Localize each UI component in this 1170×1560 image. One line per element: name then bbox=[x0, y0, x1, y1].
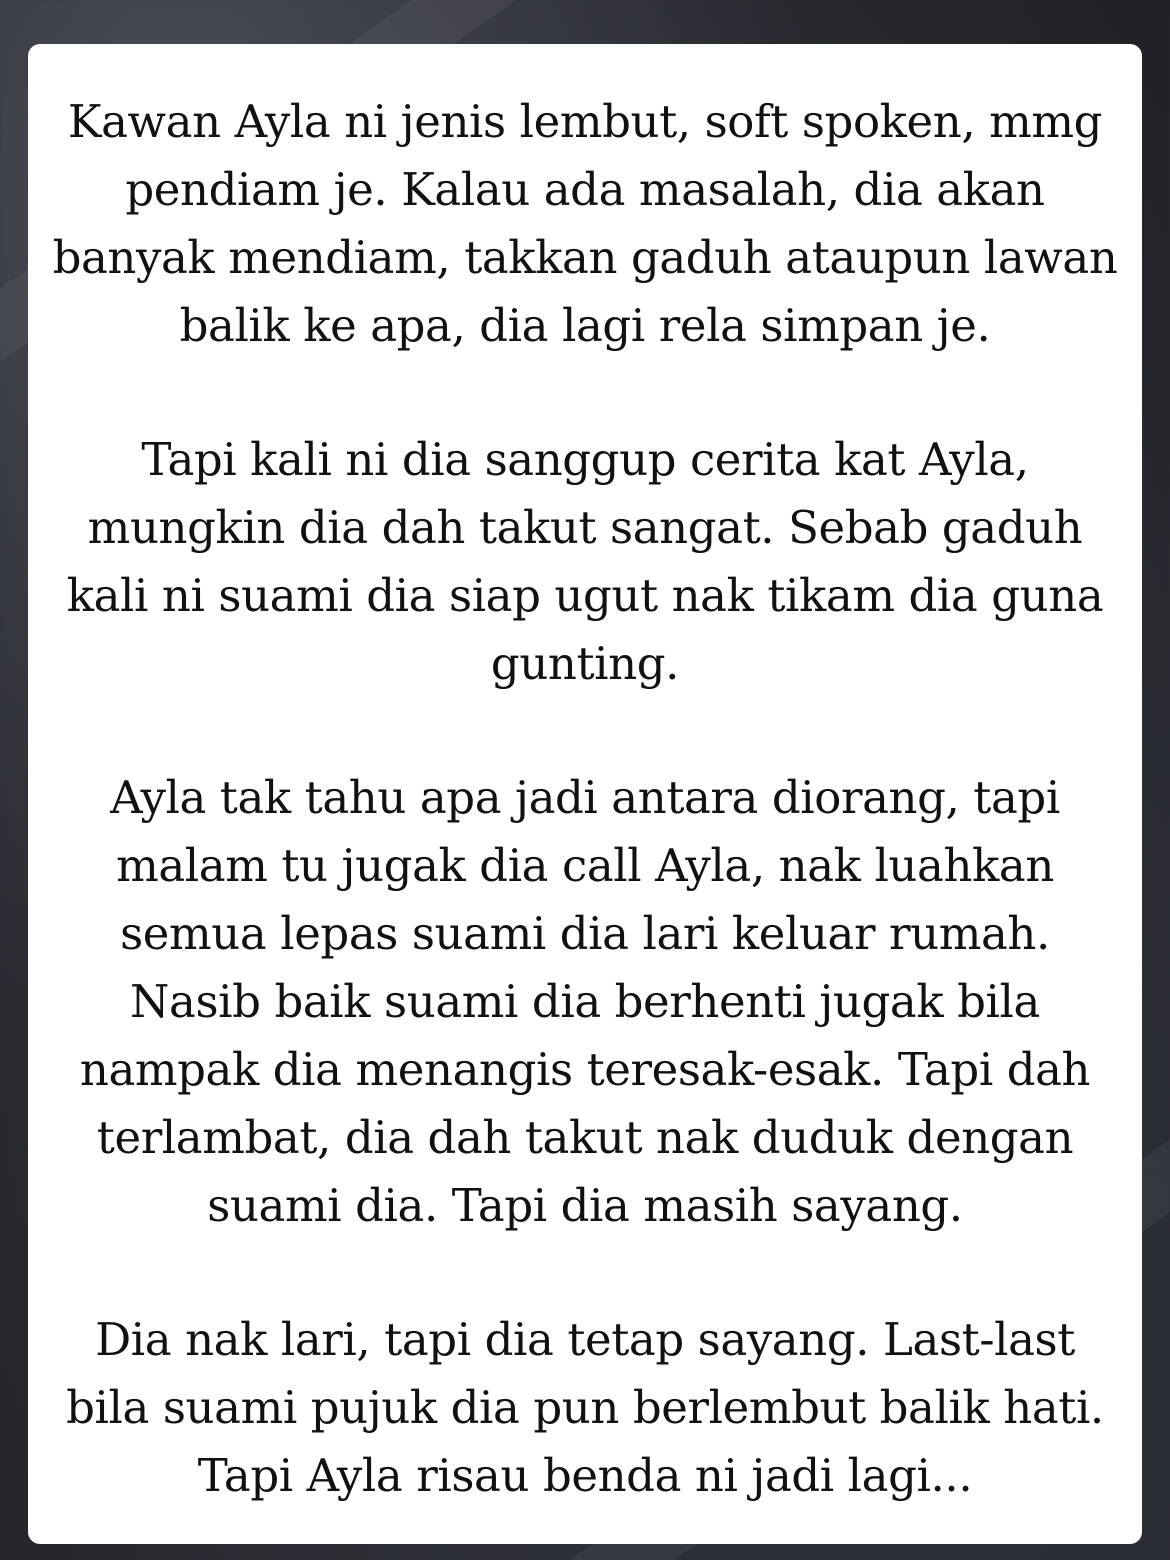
story-paragraph-3: Ayla tak tahu apa jadi antara diorang, tapi malam tu jugak dia call Ayla, nak luahkan semua lepas suami dia lari keluar rumah. Nasib baik suami dia berhenti jugak bila nampak dia menangis teresak-esak. Tapi dah terlambat, dia dah takut nak duduk dengan suami dia. Tapi dia masih sayang. bbox=[79, 771, 1091, 1232]
story-paragraph-1: Kawan Ayla ni jenis lembut, soft spoken, mmg pendiam je. Kalau ada masalah, dia akan banyak mendiam, takkan gaduh ataupun lawan balik ke apa, dia lagi rela simpan je. bbox=[52, 95, 1118, 352]
story-paragraph-4: Dia nak lari, tapi dia tetap sayang. Last-last bila suami pujuk dia pun berlembut balik hati. Tapi Ayla risau benda ni jadi lagi... bbox=[66, 1313, 1104, 1502]
text-card bbox=[28, 44, 1142, 1544]
story-paragraph-2: Tapi kali ni dia sanggup cerita kat Ayla, mungkin dia dah takut sangat. Sebab gaduh kali ni suami dia siap ugut nak tikam dia guna gunting. bbox=[66, 433, 1104, 690]
